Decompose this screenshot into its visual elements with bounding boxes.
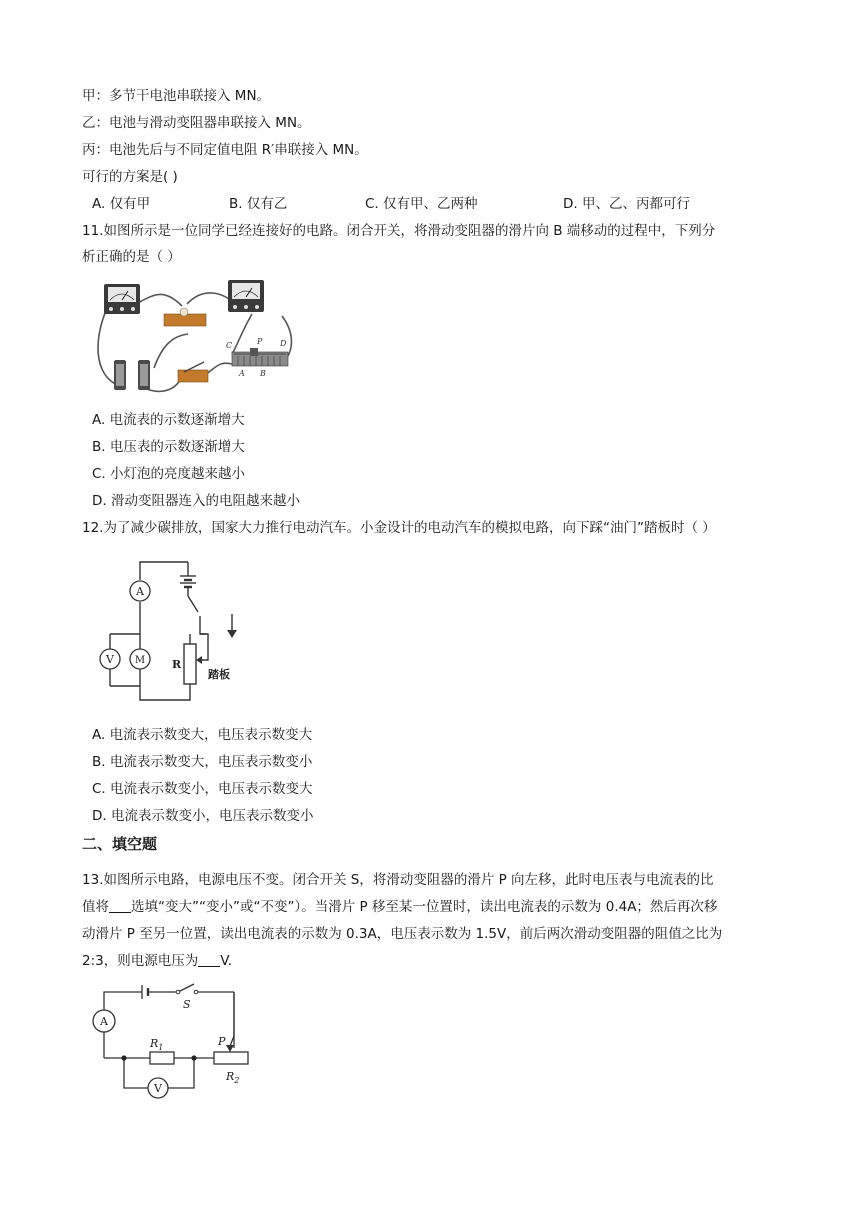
q13-slider-label: P [218, 1035, 226, 1048]
q11-label-a: A [239, 369, 245, 378]
q11-label-d: D [280, 339, 287, 348]
q13-resistor-r1 [150, 1052, 174, 1064]
q13-blank-2[interactable] [198, 952, 220, 967]
q13-junction-left [121, 1055, 126, 1060]
q11-circuit-photo [92, 276, 302, 398]
q10-line-jia: 甲：多节干电池串联接入 MN。 [82, 88, 271, 104]
q10-option-d: D. 甲、乙、丙都可行 [563, 196, 690, 212]
q13-line2-start: 值将 [82, 899, 109, 915]
q10-prompt: 可行的方案是( ) [82, 169, 178, 185]
q13-line4-start: 2:3，则电源电压为 [82, 953, 199, 969]
q13-blank-1[interactable] [109, 898, 131, 913]
q12-motor-label: M [134, 655, 146, 666]
q11-switch-board [178, 362, 208, 382]
q12-slider-arrow [196, 656, 202, 664]
q12-ammeter-label: A [136, 585, 144, 598]
q13-rheostat-r2 [214, 1052, 248, 1064]
q12-ammeter [130, 581, 150, 601]
q12-option-d: D. 电流表示数变小，电压表示数变小 [92, 808, 314, 824]
q10-line-bing: 丙：电池先后与不同定值电阻 R′串联接入 MN。 [82, 142, 368, 158]
q11-label-c: C [226, 341, 233, 350]
q12-option-c: C. 电流表示数变小，电压表示数变大 [92, 781, 313, 797]
q12-battery [180, 576, 196, 587]
q12-pedal-arrow [227, 614, 237, 638]
section-fill-in-title: 二、填空题 [82, 835, 158, 853]
q13-switch-contact-left [176, 990, 180, 994]
q12-stem: 12.为了减少碳排放，国家大力推行电动汽车。小金设计的电动汽车的模拟电路，向下踩“油门”踏板时（ ） [82, 520, 716, 536]
q12-option-a: A. 电流表示数变大，电压表示数变大 [92, 727, 313, 743]
q12-resistor [184, 644, 196, 684]
q11-battery-cells [114, 360, 150, 390]
q10-line-yi: 乙：电池与滑动变阻器串联接入 MN。 [82, 115, 311, 131]
q13-switch-label: S [183, 998, 191, 1011]
q11-stem-line1: 11.如图所示是一位同学已经连接好的电路。闭合开关，将滑动变阻器的滑片向 B 端移动的过程中，下列分 [82, 223, 716, 239]
q13-line4-end: V. [220, 953, 233, 969]
q13-battery [142, 985, 148, 999]
q12-voltmeter-label: V [106, 653, 114, 666]
q11-rheostat [232, 348, 288, 366]
q12-motor [130, 649, 150, 669]
q12-voltmeter [100, 649, 120, 669]
q13-line1: 13.如图所示电路，电源电压不变。闭合开关 S，将滑动变阻器的滑片 P 向左移，此时电压表与电流表的比 [82, 872, 714, 888]
q13-line2-rest: 选填“变大”“变小”或“不变”）。当滑片 P 移至某一位置时，读出电流表的示数为 0.4A；然后再次移 [131, 899, 718, 915]
q12-pedal-label: 踏板 [208, 668, 230, 681]
q13-junction-right [191, 1055, 196, 1060]
q12-circuit-diagram [92, 550, 252, 710]
q10-option-c: C. 仅有甲、乙两种 [365, 196, 478, 212]
q13-voltmeter-label: V [154, 1082, 162, 1095]
q11-option-c: C. 小灯泡的亮度越来越小 [92, 466, 246, 482]
q11-option-b: B. 电压表的示数逐渐增大 [92, 439, 245, 455]
q11-stem-line2: 析正确的是（ ） [82, 249, 181, 265]
q11-label-p: P [257, 337, 263, 346]
q11-option-a: A. 电流表的示数逐渐增大 [92, 412, 245, 428]
q13-circuit-diagram [86, 976, 266, 1102]
q12-resistor-label: R [172, 658, 182, 671]
q11-meter-right [228, 280, 264, 312]
q11-option-d: D. 滑动变阻器连入的电阻越来越小 [92, 493, 300, 509]
q13-ammeter-label: A [100, 1015, 108, 1028]
q13-switch-contact-right [194, 990, 198, 994]
q13-ammeter [93, 1010, 115, 1032]
q11-bulb-board [164, 308, 206, 326]
q13-voltmeter [148, 1078, 168, 1098]
q10-option-a: A. 仅有甲 [92, 196, 151, 212]
q10-option-b: B. 仅有乙 [229, 196, 288, 212]
q11-label-b: B [260, 369, 266, 378]
q12-option-b: B. 电流表示数变大，电压表示数变小 [92, 754, 313, 770]
q13-slider-arrow [226, 1045, 234, 1052]
q13-line3: 动滑片 P 至另一位置，读出电流表的示数为 0.3A，电压表示数为 1.5V，前后两次滑动变阻器的阻值之比为 [82, 926, 723, 942]
q13-r2-label: $R_2$ [226, 1070, 240, 1085]
q11-meter-left [104, 284, 140, 314]
q13-line4 [82, 951, 232, 971]
q13-r1-label: $R_1$ [150, 1037, 164, 1052]
q13-line2 [82, 897, 717, 917]
